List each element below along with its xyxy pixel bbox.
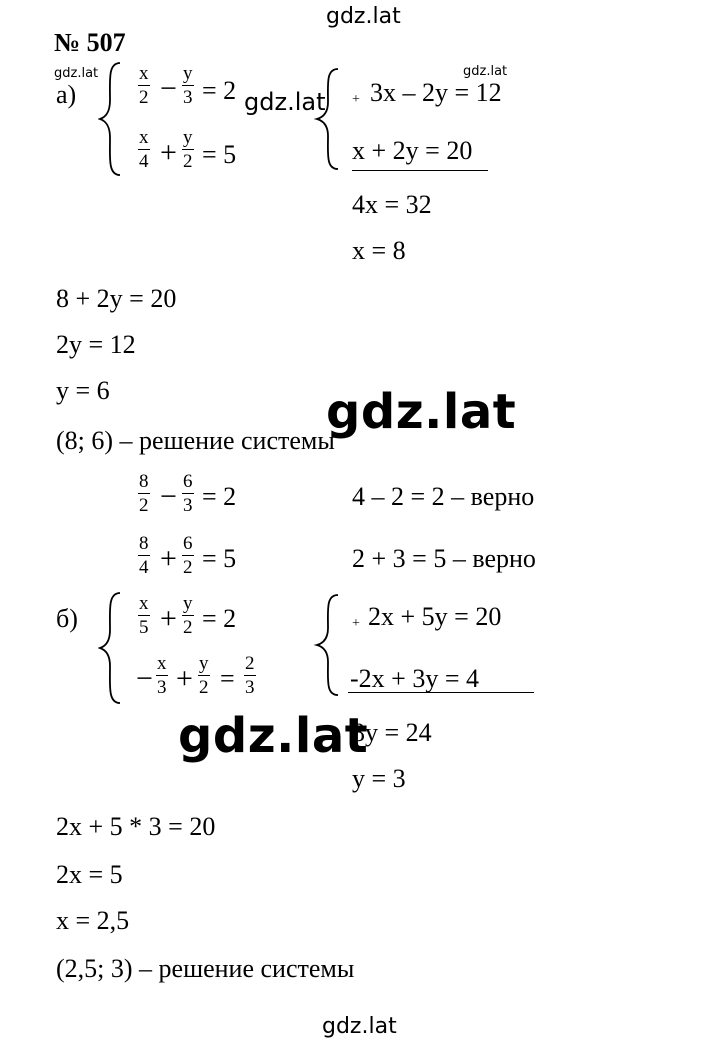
step-line: 2x = 5 [56, 860, 123, 889]
watermark-top: gdz.lat [326, 4, 401, 29]
fraction: $\frac{8}{4}$ [139, 533, 149, 578]
watermark-big-center: gdz.lat [326, 384, 517, 440]
step-line: 2x + 5 * 3 = 20 [56, 812, 216, 841]
sum-line: 8y = 24 [352, 718, 432, 747]
fraction: $\frac{2}{3}$ [245, 653, 255, 698]
rhs: = 2 [202, 482, 237, 511]
rhs: = 5 [202, 544, 237, 573]
fraction: $\frac{y}{2}$ [183, 593, 193, 638]
check-result: 2 + 3 = 5 – верно [352, 544, 536, 573]
y-value: y = 3 [352, 764, 406, 793]
fraction: $\frac{y}{2}$ [199, 653, 209, 698]
operator: − [160, 72, 177, 105]
problem-number: № 507 [54, 28, 126, 57]
fraction: $\frac{x}{5}$ [139, 593, 149, 638]
underline [348, 692, 534, 693]
operator: + [160, 136, 177, 169]
fraction: $\frac{6}{3}$ [183, 471, 193, 516]
x-value: x = 8 [352, 236, 406, 265]
sum-line: 4x = 32 [352, 190, 432, 219]
operator: + [160, 542, 177, 575]
equals: = [220, 664, 235, 693]
step-line: 8 + 2y = 20 [56, 284, 177, 313]
rhs: = 5 [202, 140, 237, 169]
rhs: = 2 [202, 604, 237, 633]
system2-eq1: 3x – 2y = 12 [370, 78, 502, 107]
system2-eq2: -2x + 3y = 4 [350, 664, 479, 693]
fraction: $\frac{6}{2}$ [183, 533, 193, 578]
rhs: = 2 [202, 76, 237, 105]
plus-sign: + [352, 92, 360, 107]
fraction: $\frac{y}{2}$ [183, 127, 193, 172]
check-result: 4 – 2 = 2 – верно [352, 482, 535, 511]
watermark-small-a: gdz.lat [54, 66, 99, 81]
solution-a: (8; 6) – решение системы [56, 426, 335, 455]
part-b-label: б) [56, 604, 78, 633]
plus-sign: + [352, 616, 360, 631]
brace-b-left-icon [98, 590, 126, 706]
brace-a-left-icon [98, 60, 126, 178]
watermark-mid-a: gdz.lat [244, 88, 326, 116]
watermark-bottom: gdz.lat [322, 1014, 397, 1039]
step-line: 2y = 12 [56, 330, 136, 359]
brace-a-right-icon [314, 66, 342, 172]
watermark-small-right: gdz.lat [463, 64, 508, 79]
operator: + [160, 602, 177, 635]
system2-eq1: 2x + 5y = 20 [368, 602, 502, 631]
operator: − [136, 662, 153, 695]
fraction: $\frac{x}{3}$ [157, 653, 167, 698]
fraction: $\frac{x}{4}$ [139, 127, 149, 172]
brace-b-right-icon [314, 592, 342, 698]
solution-b: (2,5; 3) – решение системы [56, 954, 355, 983]
underline [352, 170, 488, 171]
step-line: x = 2,5 [56, 906, 130, 935]
step-line: y = 6 [56, 376, 110, 405]
watermark-big-b: gdz.lat [178, 708, 369, 764]
operator: + [176, 662, 193, 695]
system2-eq2: x + 2y = 20 [352, 136, 473, 165]
operator: − [160, 480, 177, 513]
fraction: $\frac{8}{2}$ [139, 471, 149, 516]
fraction: $\frac{x}{2}$ [139, 63, 149, 108]
part-a-label: а) [56, 80, 77, 109]
fraction: $\frac{y}{3}$ [183, 63, 193, 108]
